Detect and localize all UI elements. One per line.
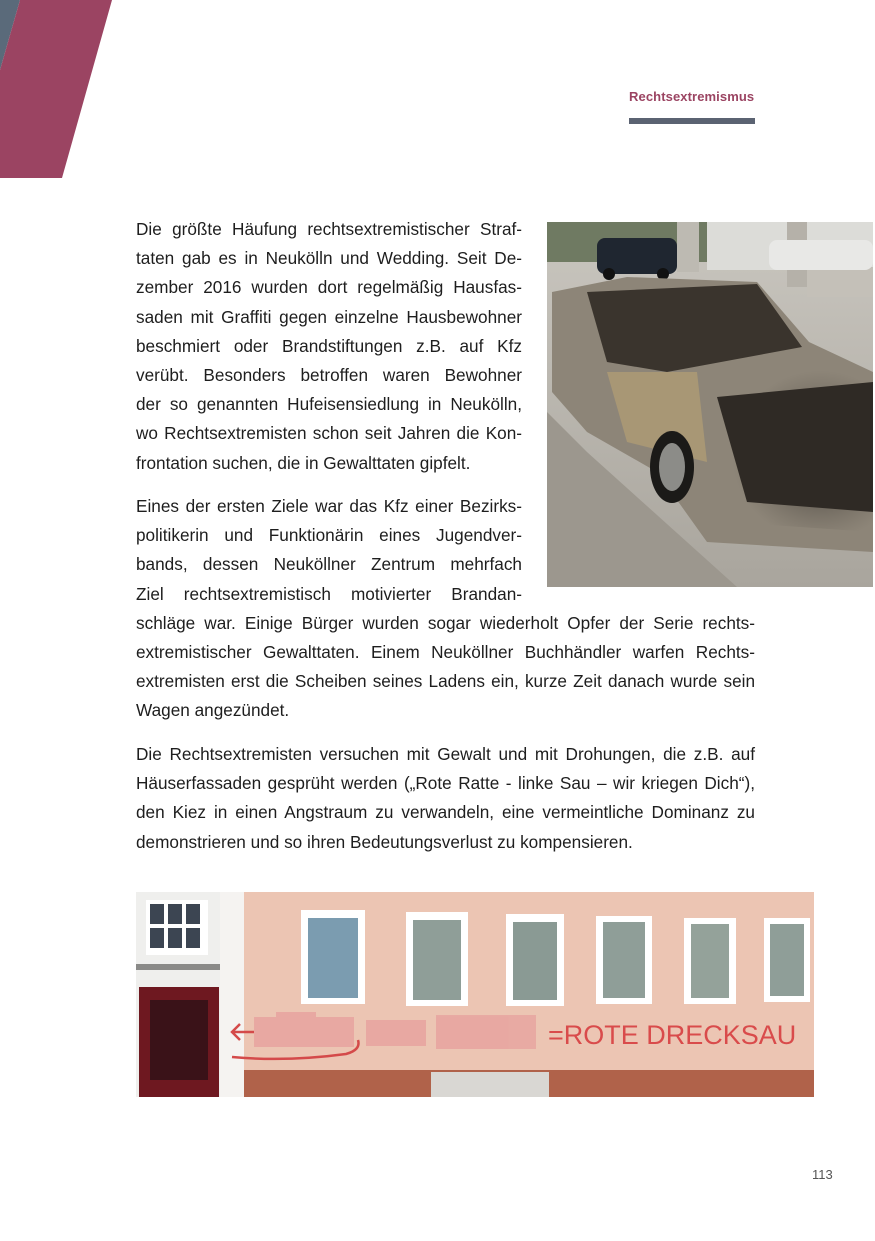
text-line: Eines der ersten Ziele war das Kfz einer Bezirks-	[136, 496, 522, 516]
text-line: frontation suchen, die in Gewalttaten gipfelt.	[136, 452, 471, 473]
text-line: Die Rechtsextremisten versuchen mit Gewalt und mit Drohungen, die z.B. auf	[136, 744, 755, 764]
text-line: Häuserfassaden gesprüht werden („Rote Ratte - linke Sau – wir kriegen Dich“),	[136, 773, 755, 794]
text-line: politikerin und Funktionärin eines Jugendver-	[136, 525, 522, 546]
paragraph-1	[136, 215, 522, 478]
text-line: wo Rechtsextremisten schon seit Jahren die Kon-	[136, 423, 522, 444]
text-line: demonstrieren und so ihren Bedeutungsverlust zu kompensieren.	[136, 831, 633, 852]
text-line: taten gab es in Neukölln und Wedding. Seit De-	[136, 248, 522, 269]
graffiti-text: =ROTE DRECKSAU	[548, 1020, 797, 1050]
paragraph-3	[136, 740, 755, 857]
text-line: den Kiez in einen Angstraum zu verwandeln, eine vermeintliche Dominanz zu	[136, 802, 755, 823]
burned-car-photo	[547, 222, 873, 587]
corner-decoration	[0, 0, 115, 180]
facade-graffiti-photo	[136, 892, 814, 1097]
text-line: extremisten erst die Scheiben seines Ladens ein, kurze Zeit danach wurde sein	[136, 671, 755, 692]
facade-illustration	[136, 892, 814, 1097]
text-line: zember 2016 wurden dort regelmäßig Hausfas-	[136, 277, 522, 298]
text-line: bands, dessen Neuköllner Zentrum mehrfach	[136, 554, 522, 575]
page-number: 113	[812, 1167, 833, 1182]
text-line: der so genannten Hufeisensiedlung in Neukölln,	[136, 394, 522, 415]
text-line: saden mit Graffiti gegen einzelne Hausbewohner	[136, 306, 522, 327]
section-rule	[629, 118, 755, 124]
text-line: beschmiert oder Brandstiftungen z.B. auf Kfz	[136, 335, 522, 356]
burned-car-illustration	[547, 222, 873, 587]
text-line: Die größte Häufung rechtsextremistischer Straf-	[136, 219, 522, 239]
text-line: verübt. Besonders betroffen waren Bewohner	[136, 365, 522, 386]
section-title: Rechtsextremismus	[629, 89, 755, 104]
text-line: extremistischer Gewalttaten. Einem Neuköllner Buchhändler warfen Rechts-	[136, 642, 755, 663]
text-line: Wagen angezündet.	[136, 700, 290, 721]
text-line: Ziel rechtsextremistisch motivierter Brandan-	[136, 583, 522, 604]
text-line: schläge war. Einige Bürger wurden sogar wiederholt Opfer der Serie rechts-	[136, 612, 755, 633]
